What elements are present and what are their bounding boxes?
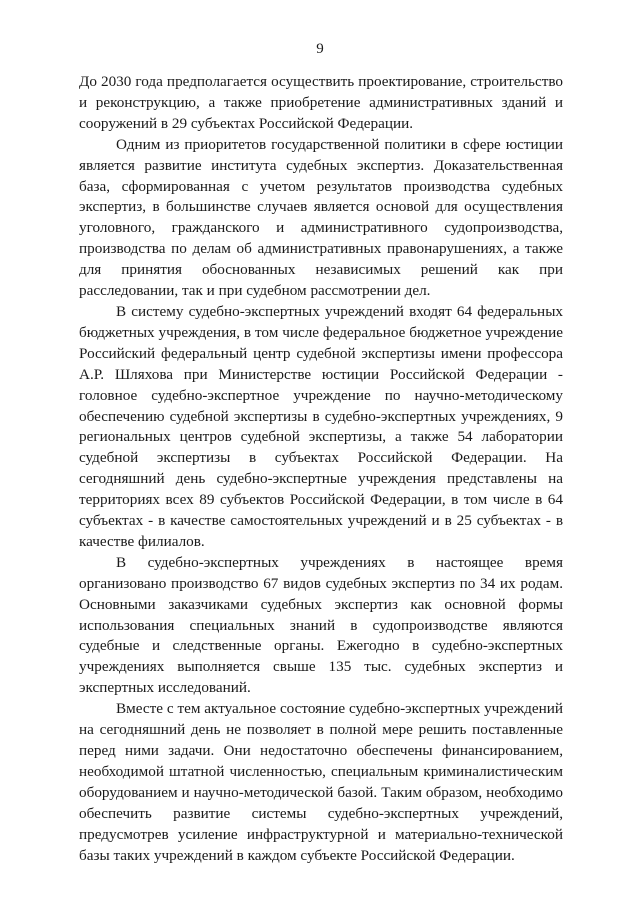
paragraph-construction-plan: До 2030 года предполагается осуществить проектирование, строительство и реконструкцию, а также приобретение административных зданий и сооружений в 29 субъектах Российской Федерации.	[79, 73, 563, 132]
paragraph-current-state: Вместе с тем актуальное состояние судебно-экспертных учреждений на сегодняшний день не позволяет в полной мере решить поставленные перед ними задачи. Они недостаточно обеспечены финансированием, необходимой штатной численностью, специальным криминалистическим оборудованием и научно-методической базой. Таким образом, необходимо обеспечить развитие системы судебно-экспертных учреждений, предусмотрев усиление инфраструктурной и материально-технической базы таких учреждений в каждом субъекте Российской Федерации.	[79, 700, 563, 864]
paragraph-forensic-priority: Одним из приоритетов государственной политики в сфере юстиции является развитие института судебных экспертиз. Доказательственная база, сформированная с учетом результатов производства судебных экспертиз, в большинстве случаев является основой для осуществления уголовного, гражданского и административного судопроизводства, производства по делам об административных правонарушениях, а также для принятия обоснованных независимых решений как при расследовании, так и при судебном рассмотрении дел.	[79, 135, 563, 300]
paragraph-expertise-volume: В судебно-экспертных учреждениях в настоящее время организовано производство 67 видов судебных экспертиз по 34 их родам. Основными заказчиками судебных экспертиз как основной формы использования специальных знаний в судопроизводстве являются судебные и следственные органы. Ежегодно в судебно-экспертных учреждениях выполняется свыше 135 тыс. судебных экспертиз и экспертных исследований.	[79, 553, 563, 697]
page-number: 9	[316, 41, 324, 57]
document-body	[79, 72, 563, 866]
paragraph-forensic-institutions: В систему судебно-экспертных учреждений входят 64 федеральных бюджетных учреждения, в том числе федеральное бюджетное учреждение Российский федеральный центр судебной экспертизы имени профессора А.Р. Шляхова при Министерстве юстиции Российской Федерации - головное судебно-экспертное учреждение по научно-методическому обеспечению судебной экспертизы в судебно-экспертных учреждениях, 9 региональных центров судебной экспертизы, а также 54 лаборатории судебной экспертизы в субъектах Российской Федерации. На сегодняшний день судебно-экспертные учреждения представлены на территориях всех 89 субъектов Российской Федерации, в том числе в 64 субъектах - в качестве самостоятельных учреждений и в 25 субъектах - в качестве филиалов.	[79, 302, 563, 550]
